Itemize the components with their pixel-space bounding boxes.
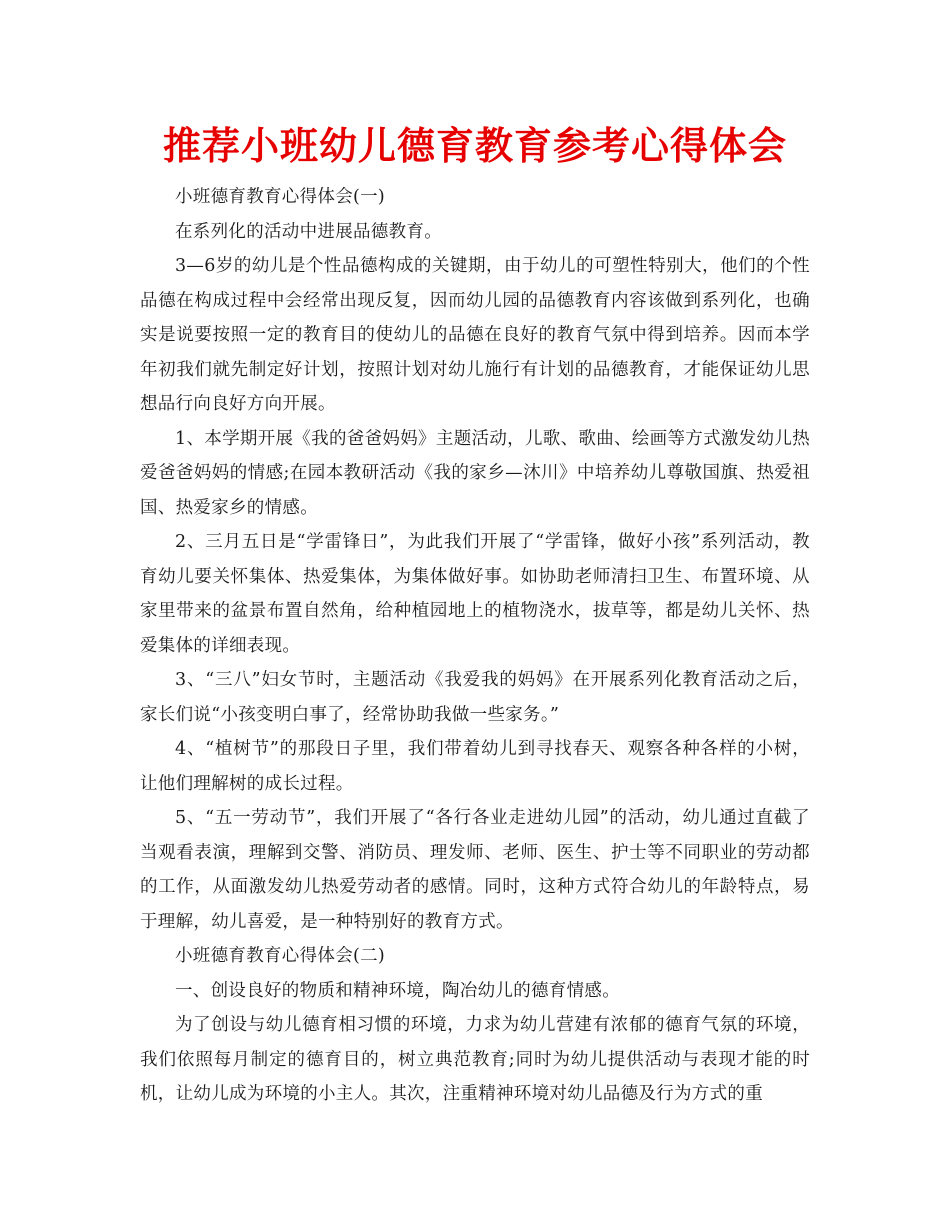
document-title: 推荐小班幼儿德育教育参考心得体会 [162, 124, 787, 168]
paragraph: 3—6岁的幼儿是个性品德构成的关键期，由于幼儿的可塑性特别大，他们的个性品德在构成过程中会经常出现反复，因而幼儿园的品德教育内容该做到系列化，也确实是说要按照一定的教育目的使幼儿的品德在良好的教育气氛中得到培养。因而本学年初我们就先制定好计划，按照计划对幼儿施行有计划的品德教育，才能保证幼儿思想品行向良好方向开展。 [140, 256, 810, 414]
paragraph: 在系列化的活动中进展品德教育。 [175, 221, 442, 242]
paragraph: 为了创设与幼儿德育相习惯的环境，力求为幼儿营建有浓郁的德育气氛的环境，我们依照每月制定的德育目的，树立典范教育;同时为幼儿提供活动与表现才能的时机，让幼儿成为环境的小主人。其次，注重精神环境对幼儿品德及行为方式的重 [140, 1015, 810, 1104]
section-heading: 小班德育教育心得体会(一) [175, 187, 386, 207]
paragraph: 2、三月五日是“学雷锋日”，为此我们开展了“学雷锋，做好小孩”系列活动，教育幼儿要关怀集体、热爱集体，为集体做好事。如协助老师清扫卫生、布置环境、从家里带来的盆景布置自然角，给种植园地上的植物浇水，拔草等，都是幼儿关怀、热爱集体的详细表现。 [140, 532, 810, 656]
paragraph: 3、“三八”妇女节时，主题活动《我爱我的妈妈》在开展系列化教育活动之后，家长们说“小孩变明白事了，经常协助我做一些家务。” [140, 670, 810, 725]
paragraph: 5、“五一劳动节”，我们开展了“各行各业走进幼儿园”的活动，幼儿通过直截了当观看表演，理解到交警、消防员、理发师、老师、医生、护士等不同职业的劳动都的工作，从面激发幼儿热爱劳动者的感情。同时，这种方式符合幼儿的年龄特点，易于理解，幼儿喜爱，是一种特别好的教育方式。 [140, 808, 810, 932]
paragraph: 1、本学期开展《我的爸爸妈妈》主题活动，儿歌、歌曲、绘画等方式激发幼儿热爱爸爸妈妈的情感;在园本教研活动《我的家乡—沐川》中培养幼儿尊敬国旗、热爱祖国、热爱家乡的情感。 [140, 428, 810, 518]
paragraph: 一、创设良好的物质和精神环境，陶冶幼儿的德育情感。 [175, 980, 620, 1001]
section-heading: 小班德育教育心得体会(二) [175, 946, 386, 966]
paragraph: 4、“植树节”的那段日子里，我们带着幼儿到寻找春天、观察各种各样的小树，让他们理解树的成长过程。 [140, 739, 810, 794]
